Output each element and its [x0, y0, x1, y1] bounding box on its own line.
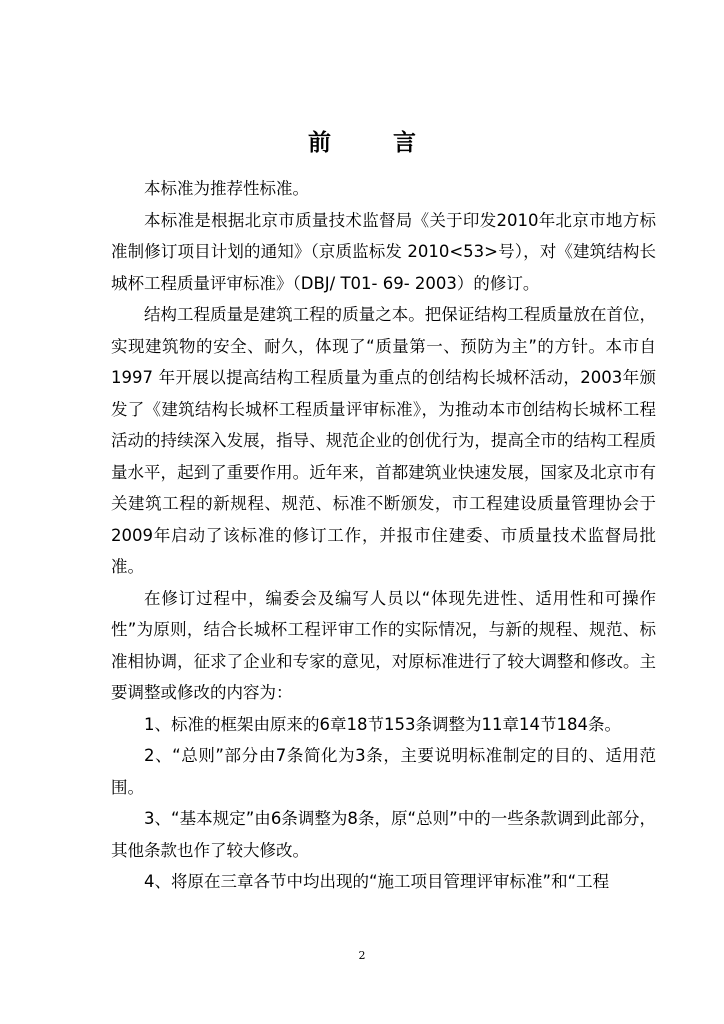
- paragraph-6: 2、“总则”部分由7条简化为3条，主要说明标准制定的目的、适用范围。: [111, 746, 656, 797]
- page-title: 前言: [308, 130, 478, 156]
- paragraph-3: 结构工程质量是建筑工程的质量之本。把保证结构工程质量放在首位，实现建筑物的安全、耐久，体现了“质量第一、预防为主”的方针。本市自 1997 年开展以提高结构工程质量为重点的创结构长城杯活动，2003年颁发了《建筑结构长城杯工程质量评审标准》，为推动本市创结构长城杯工程活动的持续深入发展，指导、规范企业的创优行为，提高全市的结构工程质量水平，起到了重要作用。近年来，首都建筑业快速发展，国家及北京市有关建筑工程的新规程、规范、标准不断颁发，市工程建设质量管理协会于2009年启动了该标准的修订工作，并报市住建委、市质量技术监督局批准。: [111, 305, 656, 576]
- paragraph-1: 本标准为推荐性标准。: [144, 179, 309, 198]
- page-number: 2: [358, 949, 366, 962]
- paragraph-2: 本标准是根据北京市质量技术监督局《关于印发2010年北京市地方标准制修订项目计划的通知》（京质监标发 2010<53>号），对《建筑结构长城杯工程质量评审标准》（DBJ/ T01- 69- 2003）的修订。: [111, 210, 656, 293]
- paragraph-5: 1、标准的框架由原来的6章18节153条调整为11章14节184条。: [144, 714, 621, 734]
- paragraph-4: 在修订过程中，编委会及编写人员以“体现先进性、适用性和可操作性”为原则，结合长城杯工程评审工作的实际情况，与新的规程、规范、标准相协调，征求了企业和专家的意见，对原标准进行了较大调整和修改。主要调整或修改的内容为：: [111, 588, 656, 702]
- paragraph-7: 3、“基本规定”由6条调整为8条，原“总则”中的一些条款调到此部分，其他条款也作了较大修改。: [111, 809, 656, 860]
- paragraph-8: 4、将原在三章各节中均出现的“施工项目管理评审标准”和“工程: [144, 872, 610, 891]
- body-text: [111, 173, 656, 898]
